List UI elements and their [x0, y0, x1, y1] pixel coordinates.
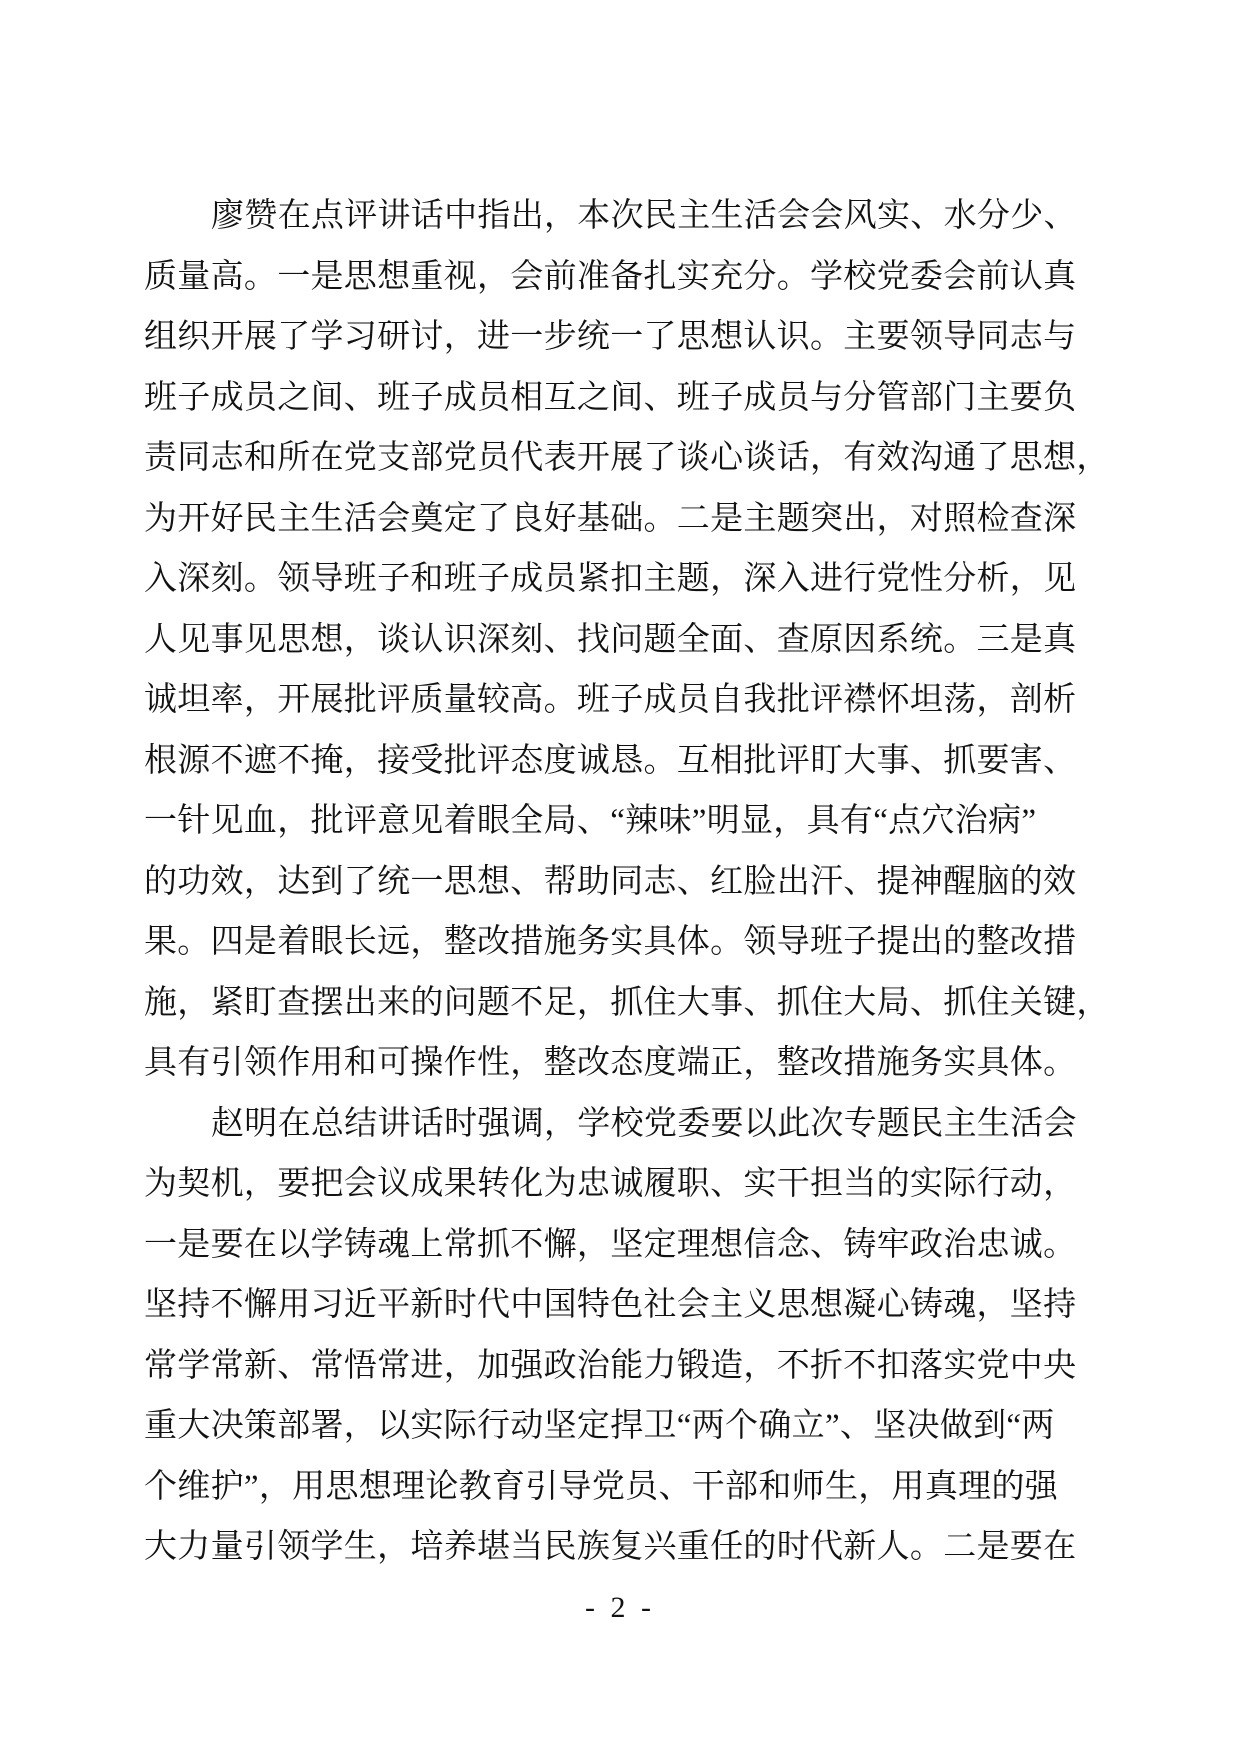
text-line: 责同志和所在党支部党员代表开展了谈心谈话，有效沟通了思想，: [144, 440, 1110, 476]
text-line: 班子成员之间、班子成员相互之间、班子成员与分管部门主要负: [144, 379, 1077, 416]
text-line: 为开好民主生活会奠定了良好基础。二是主题突出，对照检查深: [144, 500, 1077, 537]
text-line: 一针见血，批评意见着眼全局、“辣味”明显，具有“点穴治病”: [144, 803, 1037, 839]
text-line: 常学常新、常悟常进，加强政治能力锻造，不折不扣落实党中央: [144, 1347, 1077, 1384]
text-line: 廖赞在点评讲话中指出，本次民主生活会会风实、水分少、: [211, 198, 1077, 234]
text-line: 个维护”，用思想理论教育引导党员、干部和师生，用真理的强: [144, 1468, 1059, 1505]
text-line: 根源不遮不掩，接受批评态度诚恳。互相批评盯大事、抓要害、: [144, 742, 1077, 779]
text-line: 果。四是着眼长远，整改措施务实具体。领导班子提出的整改措: [144, 924, 1077, 960]
text-line: 人见事见思想，谈认识深刻、找问题全面、查原因系统。三是真: [144, 621, 1077, 658]
text-line: 施，紧盯查摆出来的问题不足，抓住大事、抓住大局、抓住关键，: [144, 984, 1110, 1021]
text-line: 组织开展了学习研讨，进一步统一了思想认识。主要领导同志与: [144, 319, 1077, 355]
paragraph-1: [144, 186, 1110, 1094]
text-line: 坚持不懈用习近平新时代中国特色社会主义思想凝心铸魂，坚持: [144, 1287, 1077, 1323]
text-line: 质量高。一是思想重视，会前准备扎实充分。学校党委会前认真: [144, 258, 1077, 295]
text-line: 重大决策部署，以实际行动坚定捍卫“两个确立”、坚决做到“两: [144, 1408, 1055, 1444]
text-line: 的功效，达到了统一思想、帮助同志、红脸出汗、提神醒脑的效: [144, 863, 1077, 900]
text-line: 赵明在总结讲话时强调，学校党委要以此次专题民主生活会: [211, 1105, 1077, 1142]
text-line: 具有引领作用和可操作性，整改态度端正，整改措施务实具体。: [144, 1045, 1077, 1081]
text-line: 一是要在以学铸魂上常抓不懈，坚定理想信念、铸牢政治忠诚。: [144, 1226, 1077, 1263]
text-line: 大力量引领学生，培养堪当民族复兴重任的时代新人。二是要在: [144, 1529, 1077, 1565]
text-line: 诚坦率，开展批评质量较高。班子成员自我批评襟怀坦荡，剖析: [144, 682, 1077, 718]
text-line: 为契机，要把会议成果转化为忠诚履职、实干担当的实际行动，: [144, 1166, 1077, 1202]
text-line: 入深刻。领导班子和班子成员紧扣主题，深入进行党性分析，见: [144, 561, 1077, 597]
body-text: [144, 186, 1110, 1578]
page-number: - 2 -: [585, 1591, 655, 1624]
paragraph-2: [144, 1094, 1078, 1578]
